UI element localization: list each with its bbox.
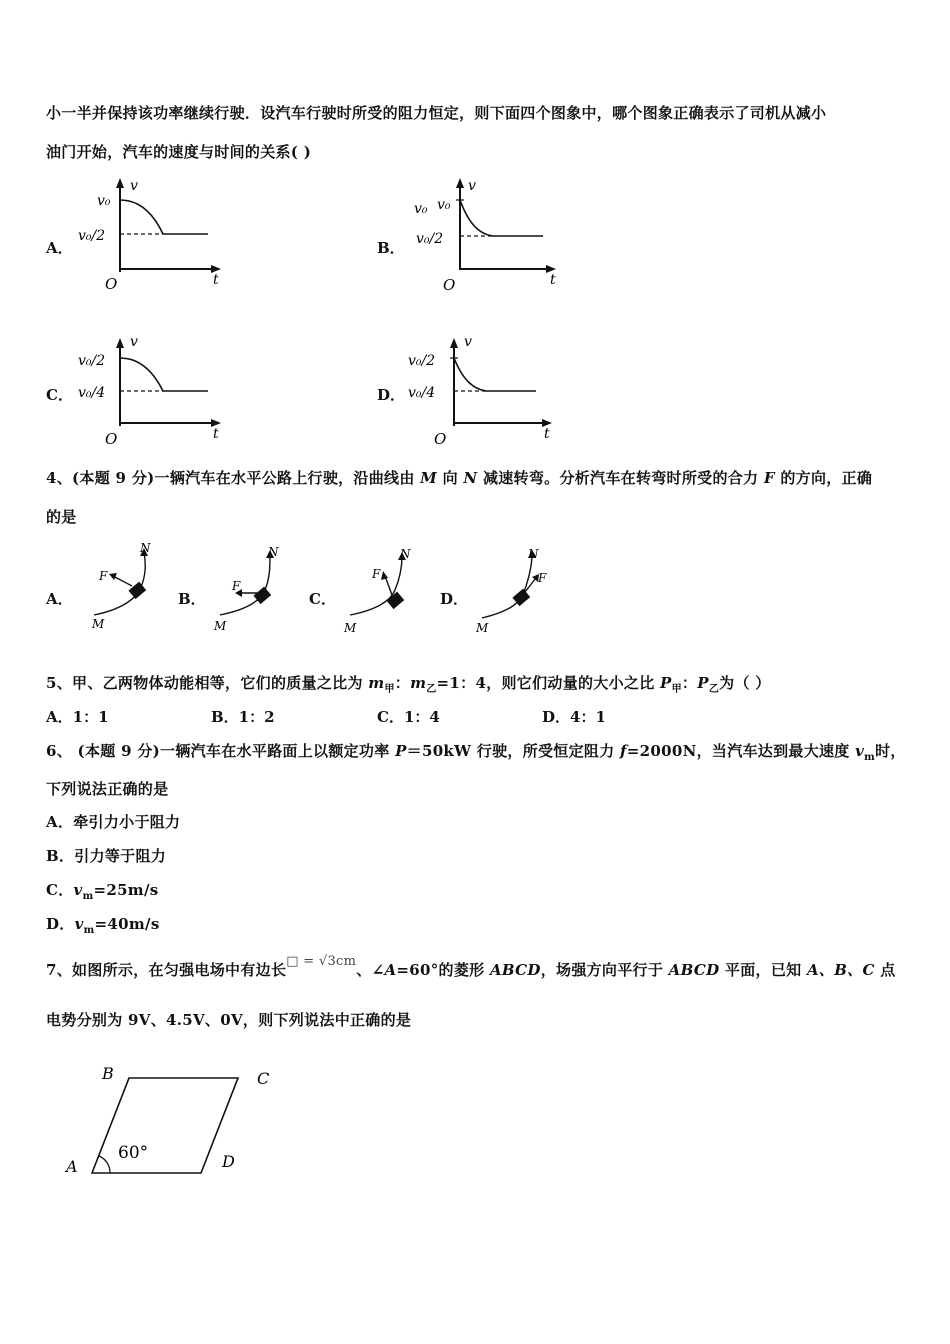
- q3b-top-label: v₀: [414, 201, 428, 217]
- q3-option-b-label: B．: [377, 239, 405, 257]
- q7-rhombus-figure: [58, 1058, 288, 1188]
- q5-option-d: D．4：1: [542, 708, 606, 726]
- q3d-mid-label: v₀/4: [408, 385, 436, 401]
- q3b-mid-label: v₀/2: [416, 231, 444, 247]
- q4b-n-label: N: [268, 545, 279, 559]
- q4-figure-a: [84, 540, 164, 635]
- q7-angle-label: 60°: [118, 1143, 149, 1163]
- q4c-m-label: M: [344, 621, 357, 635]
- q4-option-d-label: D．: [440, 590, 469, 608]
- q3a-origin-label: O: [105, 275, 118, 292]
- q4-option-a-label: A．: [46, 590, 73, 608]
- q3c-mid-label: v₀/4: [78, 385, 106, 401]
- q3c-top-label: v₀/2: [78, 353, 106, 369]
- q5-line: 5、甲、乙两物体动能相等，它们的质量之比为 $m_甲$：$m_乙=1$：4，则它们动量的大小之比 $P_甲$：$P_乙$为（ ）: [46, 674, 771, 695]
- q3-graph-c: [70, 330, 230, 450]
- q4a-n-label: N: [140, 541, 151, 555]
- q4a-f-label: F: [99, 569, 108, 583]
- q4c-f-label: F: [372, 567, 381, 581]
- q6-line1: 6、 (本题 9 分)一辆汽车在水平路面上以额定功率 P＝50kW 行驶，所受恒定阻力 f=2000N，当汽车达到最大速度 $v_m$时，: [46, 742, 906, 763]
- q4c-n-label: N: [400, 547, 411, 561]
- q4b-f-label: F: [232, 579, 241, 593]
- q4d-f-label: F: [538, 571, 547, 585]
- q4-figure-c: [340, 540, 420, 635]
- q4d-n-label: N: [528, 547, 539, 561]
- q6-option-b: B．引力等于阻力: [46, 847, 167, 865]
- q3a-v-label: v: [130, 178, 138, 194]
- q7-line2: 电势分别为 9V、4.5V、0V，则下列说法中正确的是: [46, 1011, 412, 1029]
- q3-option-a-label: A．: [46, 239, 73, 257]
- q3b-origin-label: O: [443, 276, 456, 294]
- q7-formula: □ = √3cm: [286, 954, 357, 969]
- q7-line1: 7、如图所示，在匀强电场中有边长□ = √3cm、∠A=60°的菱形 ABCD，场强方向平行于 ABCD 平面，已知 A、B、C 点: [46, 954, 896, 979]
- q4-figure-d: [472, 540, 562, 635]
- q7-point-a: A: [66, 1157, 78, 1176]
- q3d-t-label: t: [544, 426, 550, 442]
- q4b-m-label: M: [214, 619, 227, 633]
- q4d-m-label: M: [476, 621, 489, 635]
- q4-option-c-label: C．: [309, 590, 336, 608]
- q5-option-b: B．1：2: [211, 708, 275, 726]
- q3-option-c-label: C．: [46, 386, 73, 404]
- q3d-top-label: v₀/2: [408, 353, 436, 369]
- q6-line2: 下列说法正确的是: [46, 780, 169, 798]
- q5-option-c: C．1：4: [377, 708, 440, 726]
- q6-option-d: D．$v_m=40m/s$: [46, 915, 160, 936]
- q4a-m-label: M: [92, 617, 105, 631]
- q3d-origin-label: O: [434, 430, 447, 448]
- q6-option-a: A．牵引力小于阻力: [46, 813, 181, 831]
- q4-option-b-label: B．: [178, 590, 206, 608]
- q3-graph-b: [408, 172, 568, 297]
- q6-option-c: C．$v_m=25m/s$: [46, 881, 159, 902]
- q3c-t-label: t: [213, 426, 219, 442]
- q7-point-c: C: [257, 1069, 270, 1088]
- q3c-origin-label: O: [105, 430, 118, 448]
- q7-point-d: D: [222, 1152, 235, 1171]
- q3d-v-label: v: [464, 334, 472, 350]
- q3c-v-label: v: [130, 334, 138, 350]
- q3b-v-label: v: [468, 178, 476, 194]
- q3b-top2-label: v₀: [437, 197, 451, 213]
- q4-figure-b: [210, 540, 290, 635]
- q7-point-b: B: [102, 1064, 114, 1083]
- q3a-t-label: t: [213, 272, 219, 288]
- q4-line2: 的是: [46, 508, 77, 526]
- q3b-t-label: t: [550, 272, 556, 288]
- q3-graph-d: [404, 330, 564, 450]
- q3-line1: 小一半并保持该功率继续行驶．设汽车行驶时所受的阻力恒定，则下面四个图象中，哪个图象正确表示了司机从减小: [46, 104, 827, 122]
- q3-line2: 油门开始，汽车的速度与时间的关系( ): [46, 143, 312, 161]
- q3-option-d-label: D．: [377, 386, 406, 404]
- q3a-top-label: v₀: [97, 193, 111, 209]
- q3-graph-a: [70, 172, 230, 292]
- q4-line1: 4、(本题 9 分)一辆汽车在水平公路上行驶，沿曲线由 M 向 N 减速转弯。分析汽车在转弯时所受的合力 F 的方向，正确: [46, 469, 873, 487]
- q5-option-a: A．1：1: [46, 708, 109, 726]
- q3a-mid-label: v₀/2: [78, 228, 106, 244]
